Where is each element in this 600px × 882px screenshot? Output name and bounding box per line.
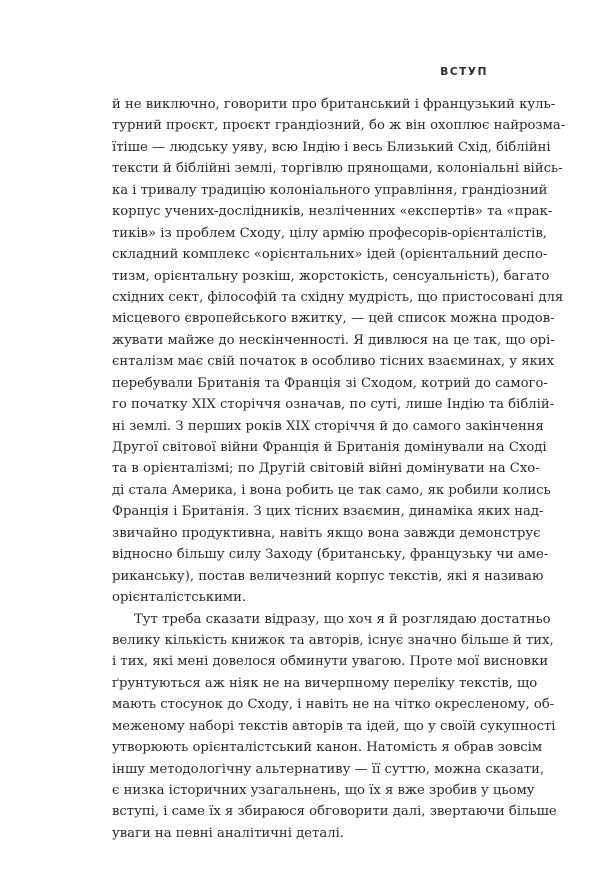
text-line: велику кількість книжок та авторів, існує значно більше й тих, xyxy=(112,632,554,648)
text-line: Франція і Британія. З цих тісних взаємин, динаміка яких над- xyxy=(112,504,544,520)
text-line: меженому наборі текстів авторів та ідей, що у своїй сукупності xyxy=(112,718,556,734)
text-line: складний комплекс «орієнтальних» ідей (орієнтальний деспо- xyxy=(112,247,548,263)
text-line: й не виключно, говорити про британський і французький куль- xyxy=(112,97,556,112)
text-line: уваги на певні аналітичні деталі. xyxy=(112,825,344,841)
text-line: жувати майже до нескінченності. Я дивлюся на це так, що орі- xyxy=(112,332,555,348)
text-line: місцевого європейського вжитку, — цей список можна продов- xyxy=(112,311,555,327)
text-line: корпус учених-дослідників, незліченних «експертів» та «прак- xyxy=(112,204,553,220)
text-line: і тих, які мені довелося обминути увагою. Проте мої висновки xyxy=(112,654,549,670)
text-line: тизм, орієнтальну розкіш, жорстокість, сенсуальність), багато xyxy=(112,268,550,284)
text-line: іншу методологічну альтернативу — її суттю, можна сказати, xyxy=(112,761,545,777)
text-line: східних сект, філософій та східну мудрість, що пристосовані для xyxy=(112,289,564,305)
text-line: відносно більшу силу Заходу (британську, французьку чи аме- xyxy=(112,547,549,563)
text-line: турний проєкт, проєкт грандіозний, бо ж він охоплює найрозма- xyxy=(112,118,566,134)
text-line: ґрунтуються аж ніяк не на вичерпному переліку текстів, що xyxy=(112,675,538,691)
text-line: мають стосунок до Сходу, і навіть не на чітко окресленому, об- xyxy=(112,697,555,713)
text-line: риканську), постав величезний корпус текстів, які я називаю xyxy=(112,568,544,584)
paragraph-2 xyxy=(112,609,557,845)
paragraph-1 xyxy=(112,94,566,609)
running-head: ВСТУП xyxy=(440,66,488,78)
text-line: ні землі. З перших років XIX сторіччя й до самого закінчення xyxy=(112,418,544,434)
text-line: та в орієнталізмі; по Другій світовій війні домінувати на Схо- xyxy=(112,461,540,477)
text-line: орієнталістськими. xyxy=(112,590,247,606)
text-line: го початку XIX сторіччя означав, по суті, лише Індію та біблій- xyxy=(112,397,555,413)
text-line: утворюють орієнталістський канон. Натомість я обрав зовсім xyxy=(112,740,543,756)
text-line: їтіше — людську уяву, всю Індію і весь Близький Схід, біблійні xyxy=(112,139,551,155)
text-line: звичайно продуктивна, навіть якщо вона завжди демонструє xyxy=(112,525,541,541)
body-text xyxy=(112,94,566,844)
text-line: Тут треба сказати відразу, що хоч я й розглядаю достатньо xyxy=(134,611,551,627)
text-line: вступі, і саме їх я збираюся обговорити далі, звертаючи більше xyxy=(112,804,557,820)
text-line: перебували Британія та Франція зі Сходом, котрий до самого- xyxy=(112,375,548,391)
text-line: ка і тривалу традицію колоніального управління, грандіозний xyxy=(112,182,548,198)
text-line: тексти й біблійні землі, торгівлю прянощами, колоніальні війсь- xyxy=(112,161,563,177)
text-line: єнталізм має свій початок в особливо тісних взаєминах, у яких xyxy=(112,354,555,370)
text-line: Другої світової війни Франція й Британія домінували на Сході xyxy=(112,440,547,455)
text-line: є низка історичних узагальнень, що їх я вже зробив у цьому xyxy=(112,783,535,798)
text-line: тиків» із проблем Сходу, цілу армію професорів-орієнталістів, xyxy=(112,225,547,241)
text-line: ді стала Америка, і вона робить це так само, як робили колись xyxy=(112,482,551,498)
